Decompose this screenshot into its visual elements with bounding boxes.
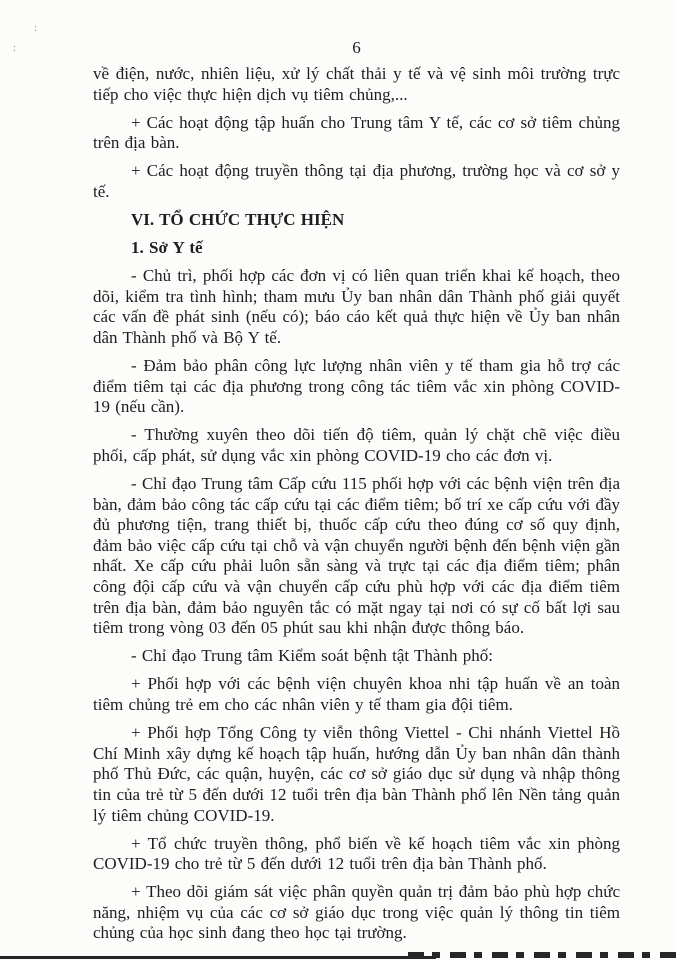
document-body <box>93 64 620 952</box>
paragraph: - Đảm bảo phân công lực lượng nhân viên y tế tham gia hỗ trợ các điểm tiêm tại các địa phương trong công tác tiêm vắc xin phòng COVID-19 (nếu cần). <box>93 356 620 417</box>
scan-edge-solid-line <box>0 956 436 959</box>
paragraph: + Phối hợp với các bệnh viện chuyên khoa nhi tập huấn về an toàn tiêm chủng trẻ em cho các nhân viên y tế tham gia đội tiêm. <box>93 674 620 715</box>
paragraph: - Chủ trì, phối hợp các đơn vị có liên quan triển khai kế hoạch, theo dõi, kiểm tra tình hình; tham mưu Ủy ban nhân dân Thành phố giải quyết các vấn đề phát sinh (nếu có); báo cáo kết quả thực hiện về Ủy ban nhân dân Thành phố và Bộ Y tế. <box>93 266 620 348</box>
paragraph: + Các hoạt động tập huấn cho Trung tâm Y tế, các cơ sở tiêm chủng trên địa bàn. <box>93 112 620 153</box>
scan-artifact: : <box>34 23 37 34</box>
paragraph: + Phối hợp Tổng Công ty viễn thông Viettel - Chi nhánh Viettel Hồ Chí Minh xây dựng kế hoạch tập huấn, hướng dẫn Ủy ban nhân dân thành phố Thủ Đức, các quận, huyện, các cơ sở giáo dục sử dụng và nhập thông tin của trẻ từ 5 đến dưới 12 tuổi trên địa bàn Thành phố lên Nền tảng quản lý tiêm chủng COVID-19. <box>93 723 620 825</box>
paragraph: - Chỉ đạo Trung tâm Cấp cứu 115 phối hợp với các bệnh viện trên địa bàn, đảm bảo công tác cấp cứu tại các điểm tiêm; bố trí xe cấp cứu với đầy đủ phương tiện, trang thiết bị, thuốc cấp cứu theo đúng cơ số quy định, đảm bảo việc cấp cứu tại chỗ và vận chuyển người bệnh đến bệnh viện gần nhất. Xe cấp cứu phải luôn sẵn sàng và trực tại các địa điểm tiêm; phân công đội cấp cứu và vận chuyển cấp cứu phù hợp với các địa điểm tiêm trên địa bàn, đảm bảo nguyên tắc có mặt ngay tại nơi có sự cố bất lợi sau tiêm trong vòng 03 đến 05 phút sau khi nhận được thông báo. <box>93 474 620 638</box>
paragraph: + Tổ chức truyền thông, phổ biến về kế hoạch tiêm vắc xin phòng COVID-19 cho trẻ từ 5 đến dưới 12 tuổi trên địa bàn Thành phố. <box>93 833 620 874</box>
paragraph: - Chỉ đạo Trung tâm Kiểm soát bệnh tật Thành phố: <box>131 646 493 666</box>
paragraph: - Thường xuyên theo dõi tiến độ tiêm, quản lý chặt chẽ việc điều phối, cấp phát, sử dụng vắc xin phòng COVID-19 cho các đơn vị. <box>93 425 620 465</box>
scan-artifact: : <box>13 43 16 54</box>
section-heading: VI. TỔ CHỨC THỰC HIỆN <box>131 210 345 230</box>
paragraph: + Theo dõi giám sát việc phân quyền quản trị đảm bảo phù hợp chức năng, nhiệm vụ của các cơ sở giáo dục trong việc quản lý thông tin tiêm chủng của học sinh đang theo học tại trường. <box>93 882 620 943</box>
scan-edge <box>0 950 676 960</box>
paragraph: về điện, nước, nhiên liệu, xử lý chất thải y tế và vệ sinh môi trường trực tiếp cho việc thực hiện dịch vụ tiêm chủng,... <box>93 64 620 104</box>
subsection-heading: 1. Sở Y tế <box>131 238 203 258</box>
page-number: 6 <box>352 38 361 57</box>
scan-edge-dashed-line <box>408 952 676 958</box>
paragraph: + Các hoạt động truyền thông tại địa phương, trường học và cơ sở y tế. <box>93 161 620 201</box>
